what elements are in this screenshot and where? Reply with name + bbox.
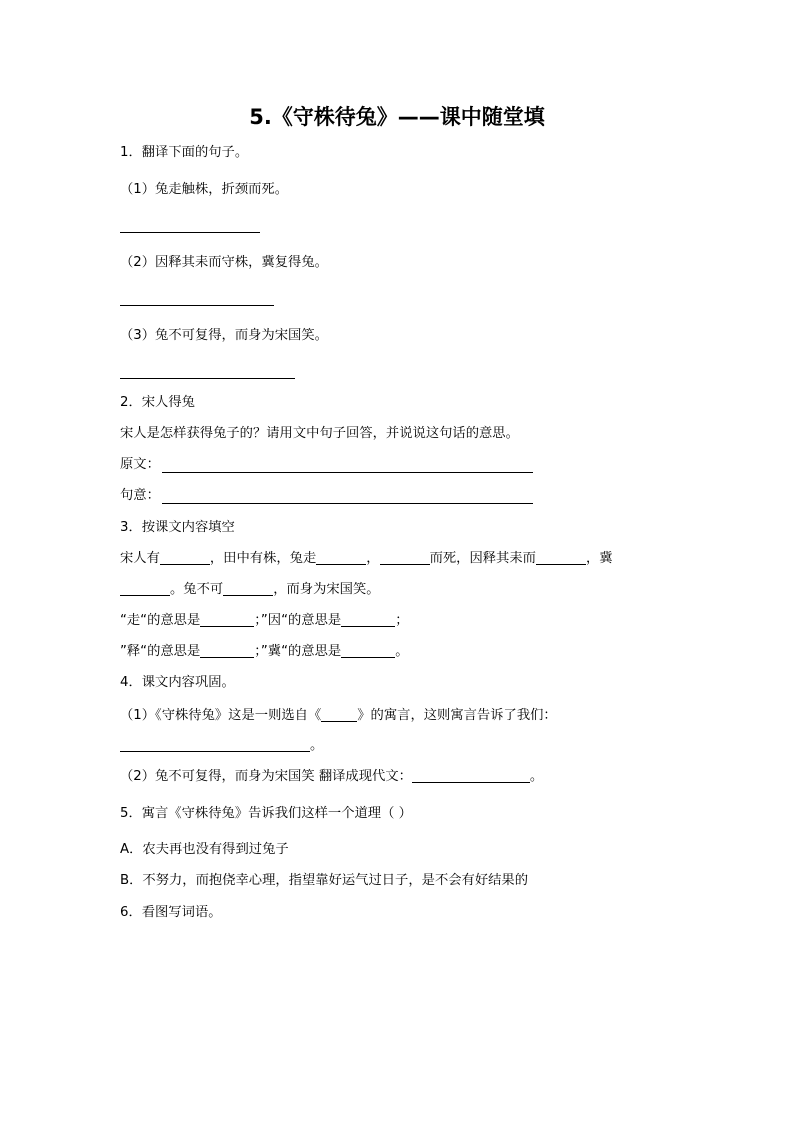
q3-text: 。兔不可 <box>170 582 224 597</box>
q3-text: ，而身为宋国笑。 <box>273 582 380 597</box>
q1-answer-line-1[interactable] <box>120 232 260 233</box>
q4-heading: 4．课文内容巩固。 <box>120 675 235 690</box>
fill-blank[interactable] <box>341 643 395 658</box>
q4-text: 》的寓言，这则寓言告诉了我们： <box>357 708 557 723</box>
q5-option-b[interactable]: B．不努力，而抱侥幸心理，指望靠好运气过日子，是不会有好结果的 <box>120 873 529 888</box>
q3-text: “走“的意思是 <box>120 613 201 628</box>
q5-option-a[interactable]: A．农夫再也没有得到过兔子 <box>120 842 289 857</box>
fill-blank[interactable] <box>321 707 357 722</box>
fill-blank[interactable] <box>160 550 210 565</box>
q3-text: 宋人有 <box>120 551 160 566</box>
q6-heading: 6．看图写词语。 <box>120 905 222 920</box>
fill-blank[interactable] <box>200 612 254 627</box>
fill-blank[interactable] <box>412 768 530 783</box>
q3-text: ；”冀“的意思是 <box>254 644 342 659</box>
q4-text: 。 <box>310 738 324 753</box>
q1-heading: 1．翻译下面的句子。 <box>120 145 249 160</box>
fill-blank[interactable] <box>223 581 273 596</box>
q2-heading: 2．宋人得兔 <box>120 395 195 410</box>
q2-original-label: 原文： <box>120 457 160 472</box>
fill-blank[interactable] <box>380 550 430 565</box>
q2-original-answer-line[interactable] <box>162 472 533 473</box>
q3-text: 。 <box>395 644 409 659</box>
q3-line-4 <box>120 643 408 661</box>
q2-prompt: 宋人是怎样获得兔子的？请用文中句子回答，并说说这句话的意思。 <box>120 426 519 441</box>
q3-line-3 <box>120 612 408 630</box>
q1-sentence-3: （3）兔不可复得，而身为宋国笑。 <box>120 328 328 343</box>
q3-text: 而死，因释其耒而 <box>429 551 536 566</box>
q4-text: 。 <box>529 769 544 784</box>
fill-blank[interactable] <box>536 550 586 565</box>
q1-answer-line-3[interactable] <box>120 378 295 379</box>
q3-text: ；”因“的意思是 <box>254 613 342 628</box>
q1-sentence-2: （2）因释其耒而守株，冀复得兔。 <box>120 255 328 270</box>
q3-heading: 3．按课文内容填空 <box>120 520 235 535</box>
fill-blank[interactable] <box>316 550 366 565</box>
q3-text: ，田中有株，兔走 <box>209 551 317 566</box>
q3-text: ，冀 <box>585 551 613 566</box>
fill-blank[interactable] <box>341 612 395 627</box>
q4-text: （2）兔不可复得，而身为宋国笑 翻译成现代文： <box>120 769 412 784</box>
q3-text: ， <box>366 551 380 566</box>
q3-text: ”释“的意思是 <box>120 644 201 659</box>
fill-blank[interactable] <box>200 643 254 658</box>
fill-blank[interactable] <box>120 737 310 752</box>
q4-sentence-1-cont <box>120 737 323 755</box>
q3-line-2 <box>120 581 380 599</box>
q1-answer-line-2[interactable] <box>120 305 274 306</box>
q5-heading: 5．寓言《守株待兔》告诉我们这样一个道理（ ） <box>120 806 412 821</box>
q4-sentence-1 <box>120 707 557 725</box>
q4-sentence-2 <box>120 768 543 786</box>
q3-line-1 <box>120 550 613 568</box>
q1-sentence-1: （1）兔走触株，折颈而死。 <box>120 182 289 197</box>
fill-blank[interactable] <box>120 581 170 596</box>
q4-text: （1）《守株待兔》这是一则选自《 <box>120 708 322 723</box>
q3-text: ； <box>395 613 409 628</box>
q2-meaning-label: 句意： <box>120 488 160 503</box>
q2-meaning-answer-line[interactable] <box>162 503 533 504</box>
page-title: 5.《守株待兔》——课中随堂填 <box>249 105 545 129</box>
